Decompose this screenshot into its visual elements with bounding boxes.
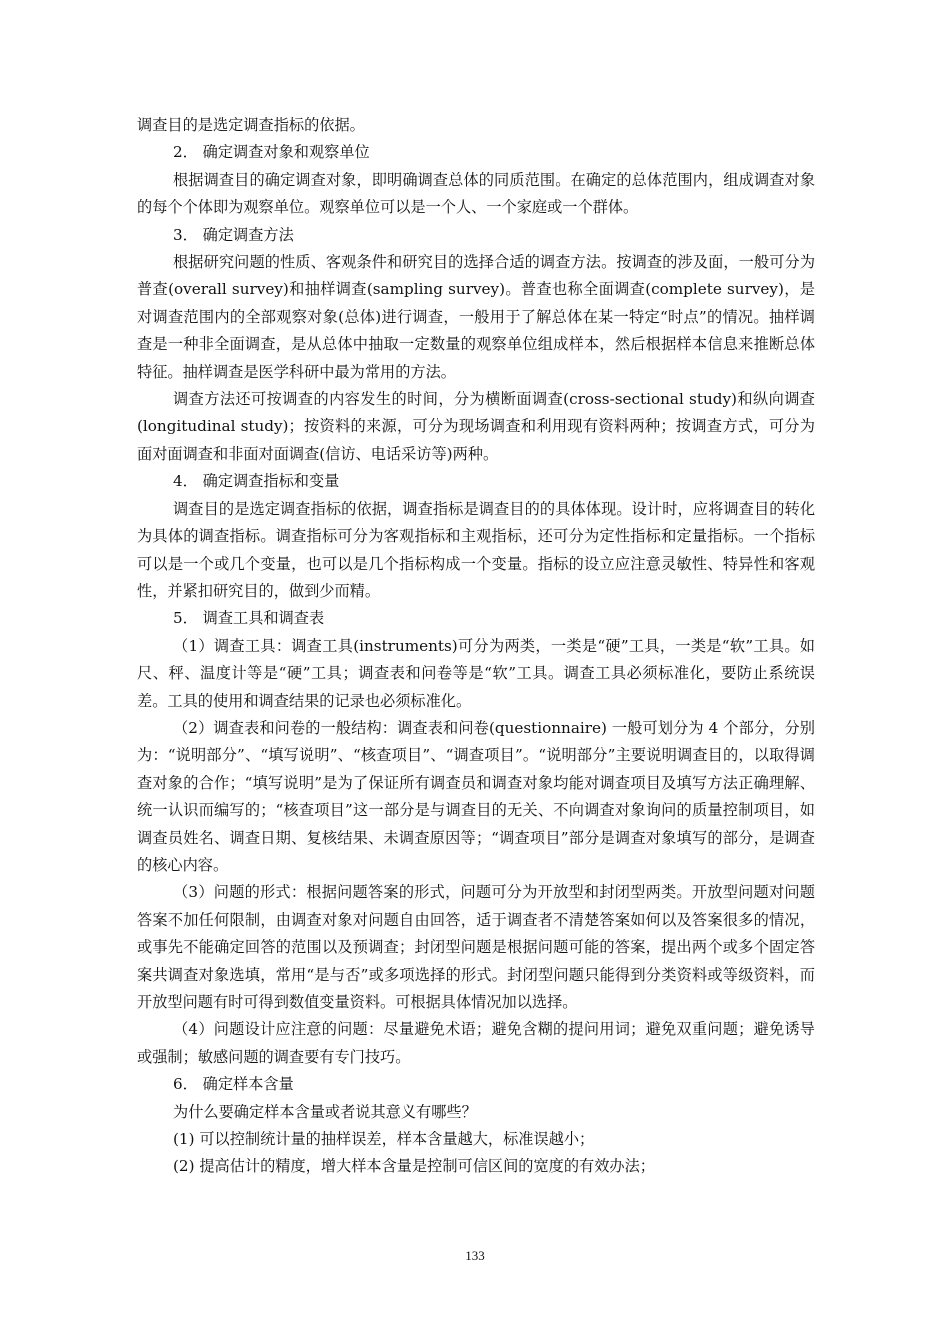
section-heading: 3． 确定调查方法 bbox=[173, 225, 294, 244]
paragraph: 根据研究问题的性质、客观条件和研究目的选择合适的调查方法。按调查的涉及面，一般可分为普查(overall survey)和抽样调查(sampling survey)。普查也称全面调查(complete survey)，是对调查范围内的全部观察对象(总体)进行调查，一般用于了解总体在某一特定“时点”的情况。抽样调查是一种非全面调查，是从总体中抽取一定数量的观察单位组成样本，然后根据样本信息来推断总体特征。抽样调查是医学科研中最为常用的方法。 bbox=[137, 253, 815, 381]
paragraph: （3）问题的形式：根据问题答案的形式，问题可分为开放型和封闭型两类。开放型问题对问题答案不加任何限制，由调查对象对问题自由回答，适于调查者不清楚答案如何以及答案很多的情况，或事先不能确定回答的范围以及预调查；封闭型问题是根据问题可能的答案，提出两个或多个固定答案共调查对象选填，常用“是与否”或多项选择的形式。封闭型问题只能得到分类资料或等级资料，而开放型问题有时可得到数值变量资料。可根据具体情况加以选择。 bbox=[137, 883, 815, 1011]
paragraph: 调查目的是选定调查指标的依据，调查指标是调查目的的具体体现。设计时，应将调查目的转化为具体的调查指标。调查指标可分为客观指标和主观指标，还可分为定性指标和定量指标。一个指标可以是一个或几个变量，也可以是几个指标构成一个变量。指标的设立应注意灵敏性、特异性和客观性，并紧扣研究目的，做到少而精。 bbox=[137, 499, 815, 600]
section-heading: 5． 调查工具和调查表 bbox=[173, 609, 325, 628]
paragraph: 根据调查目的确定调查对象，即明确调查总体的同质范围。在确定的总体范围内，组成调查对象的每个个体即为观察单位。观察单位可以是一个人、一个家庭或一个群体。 bbox=[137, 170, 815, 217]
page-number: 133 bbox=[465, 1248, 485, 1263]
paragraph: 调查目的是选定调查指标的依据。 bbox=[137, 116, 365, 134]
page-body bbox=[137, 112, 815, 1181]
section-heading: 2． 确定调查对象和观察单位 bbox=[173, 143, 370, 162]
paragraph: （1）调查工具：调查工具(instruments)可分为两类，一类是“硬”工具，一类是“软”工具。如尺、秤、温度计等是“硬”工具；调查表和问卷等是“软”工具。调查工具必须标准化，要防止系统误差。工具的使用和调查结果的记录也必须标准化。 bbox=[137, 636, 815, 710]
paragraph: （4）问题设计应注意的问题：尽量避免术语；避免含糊的提问用词；避免双重问题；避免诱导或强制；敏感问题的调查要有专门技巧。 bbox=[137, 1020, 815, 1066]
list-item: (2) 提高估计的精度，增大样本含量是控制可信区间的宽度的有效办法； bbox=[173, 1157, 655, 1176]
section-heading: 4． 确定调查指标和变量 bbox=[173, 472, 340, 491]
paragraph: 为什么要确定样本含量或者说其意义有哪些？ bbox=[173, 1102, 477, 1121]
paragraph: （2）调查表和问卷的一般结构：调查表和问卷(questionnaire) 一般可划分为 4 个部分，分别为：“说明部分”、“填写说明”、“核查项目”、“调查项目”。“说明部分”主要说明调查目的，以取得调查对象的合作；“填写说明”是为了保证所有调查员和调查对象均能对调查项目及填写方法正确理解、统一认识而编写的；“核查项目”这一部分是与调查目的无关、不向调查对象询问的质量控制项目，如调查员姓名、调查日期、复核结果、未调查原因等；“调查项目”部分是调查对象填写的部分，是调查的核心内容。 bbox=[137, 718, 815, 874]
section-heading: 6． 确定样本含量 bbox=[173, 1075, 294, 1094]
list-item: (1) 可以控制统计量的抽样误差，样本含量越大，标准误越小； bbox=[173, 1130, 595, 1149]
paragraph: 调查方法还可按调查的内容发生的时间，分为横断面调查(cross-sectional study)和纵向调查(longitudinal study)；按资料的来源，可分为现场调查和利用现有资料两种；按调查方式，可分为面对面调查和非面对面调查(信访、电话采访等)两种。 bbox=[137, 390, 815, 463]
